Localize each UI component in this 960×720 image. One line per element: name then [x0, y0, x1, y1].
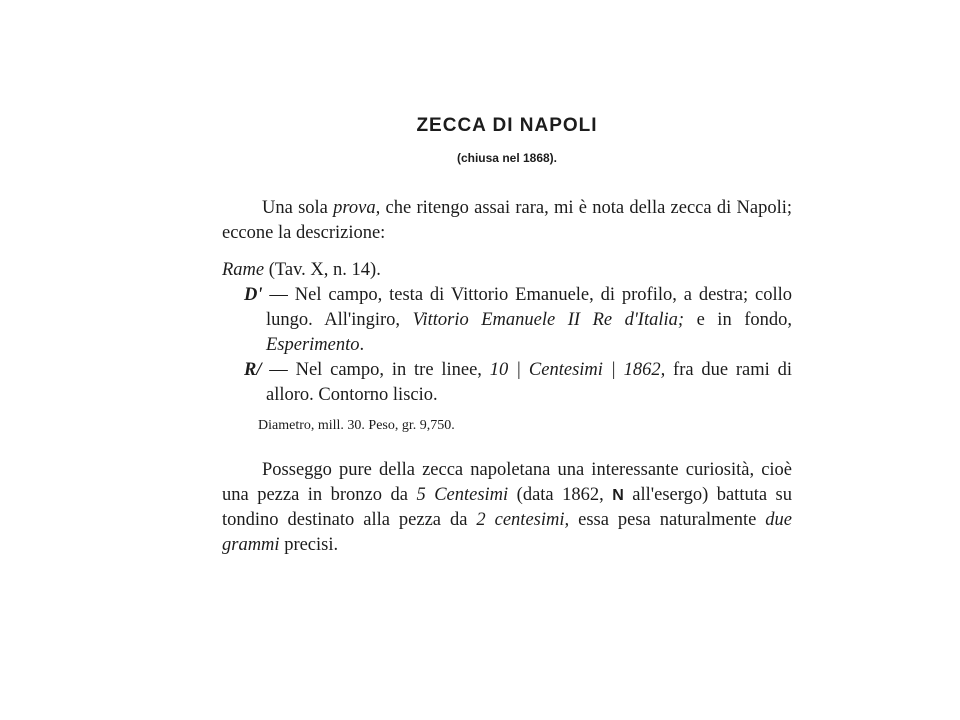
obverse-description [222, 283, 792, 358]
obverse-text-1: — Nel campo, testa di Vittorio Emanuele, di profilo, a destra; collo lungo. All'ingiro, [262, 285, 792, 330]
mint-mark: N [612, 487, 624, 504]
closing-weight: due grammi [222, 510, 792, 555]
reverse-description [222, 358, 792, 408]
measurements: Diametro, mill. 30. Peso, gr. 9,750. [258, 418, 455, 433]
obverse-legend: Vittorio Emanuele II Re d'Italia; [412, 310, 685, 330]
closing-coin: 5 Centesimi [416, 485, 509, 505]
obverse-text-2: e in fondo, [684, 310, 792, 330]
page-title: ZECCA DI NAPOLI [416, 115, 598, 136]
reverse-symbol: R/ [244, 360, 262, 380]
intro-text-start: Una sola [262, 198, 334, 218]
intro-prova: prova, [333, 198, 381, 218]
closing-text-5: precisi. [279, 535, 339, 555]
reverse-text-2: fra due rami di alloro. Contorno liscio. [266, 360, 792, 405]
reverse-legend: 10 | Centesimi | 1862, [489, 360, 666, 380]
obverse-exergue: Esperimento [266, 335, 360, 355]
metal-name: Rame [222, 260, 265, 280]
obverse-symbol: D' [244, 285, 263, 305]
closing-text-2: (data 1862, [508, 485, 613, 505]
reverse-text-1: — Nel campo, in tre linee, [261, 360, 490, 380]
obverse-end: . [359, 335, 365, 355]
intro-paragraph [222, 196, 792, 246]
closing-text-3: all'esergo) battuta su tondino destinato alla pezza da [222, 485, 792, 530]
intro-text-end: che ritengo assai rara, mi è nota della zecca di Napoli; eccone la descrizione: [222, 198, 793, 243]
page-subtitle: (chiusa nel 1868). [456, 151, 558, 165]
closing-text-1: Posseggo pure della zecca napoletana una interessante curiosità, cioè una pezza in bronzo da [222, 460, 792, 505]
page-text [222, 106, 792, 558]
closing-target: 2 centesimi, [476, 510, 570, 530]
metal-heading [222, 258, 792, 283]
closing-paragraph [222, 458, 792, 558]
closing-text-4: essa pesa naturalmente [569, 510, 766, 530]
plate-reference: (Tav. X, n. 14). [264, 260, 381, 280]
